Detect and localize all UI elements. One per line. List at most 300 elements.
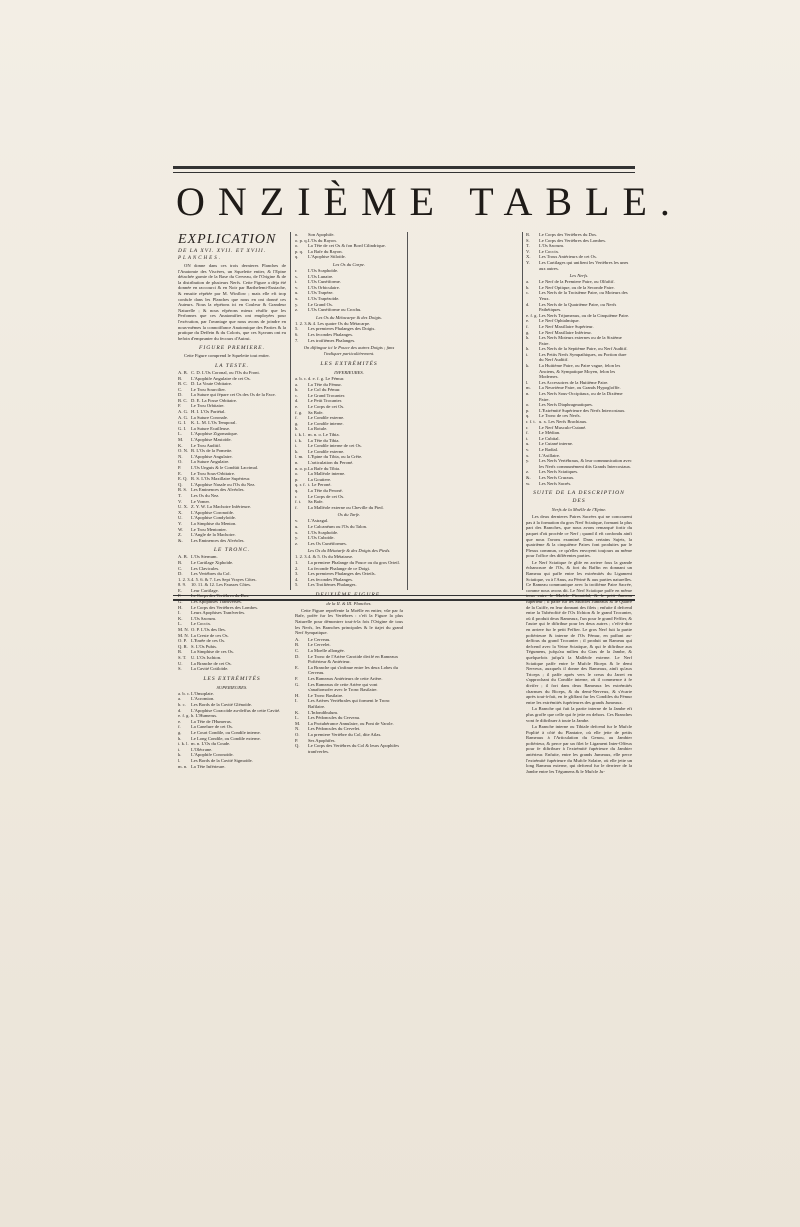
column-1 [178,232,286,769]
item-key: X. [178,509,183,515]
item-text: Le Cervelet. [308,642,331,648]
item-text: L'Os Sternum. [191,554,218,560]
item-text: L'Astragal. [308,518,329,524]
item-key: 6. [295,331,299,337]
item-key: u. [526,441,530,447]
item-text: Les Nerfs Sacrés. [539,480,572,486]
item-text: Z. Y. W. La Machoire Inférieure. [191,504,252,510]
item-key: a. [178,696,182,702]
item-key: P. [295,737,299,743]
item-text: Les Clavicules. [191,565,220,571]
item-key: 3. [295,571,299,577]
item-key: F. [295,676,299,681]
item-text: Le Tronc Basilaire. [308,692,344,698]
extremites-inf-list [295,376,403,510]
item-text: Le Calcanéum ou l'Os du Talon. [308,523,368,529]
list-item [295,682,403,693]
item-text: L'Os Scaphoïde. [308,267,339,273]
item-key: d. [178,707,182,713]
list-item [526,391,632,402]
item-text: Le Nerf de la Premiere Paire, ou Olfaftif. [539,279,615,285]
item-key: y. [526,458,530,464]
list-item [526,302,632,313]
item-key: r. [295,267,298,273]
item-key: e. [526,318,530,324]
item-text: Les Nerfs Vertébraux, & leur communication avec les Nerfs communément dits Grands Intercostaux. [539,458,632,469]
item-key: k. [178,752,182,758]
figure-2-list [295,637,403,754]
item-text: Le Trou Auditif. [191,442,221,448]
item-key: n. [526,391,530,397]
item-text: La Suture Coronale. [191,414,229,420]
list-item [295,505,403,511]
item-text: Le Nerf Musculo-Cutané. [539,424,587,430]
item-text: Le Nerf Maxillaire Inférieur. [539,329,592,335]
item-text: Sa Bafe. [308,499,324,505]
item-key: E. [178,470,182,476]
item-key: x. [295,529,299,535]
list-item [178,666,286,672]
item-text: L'Os Orbiculaire. [308,284,340,290]
item-text: Le Petit Trocanter. [308,398,343,404]
item-key: k. [295,448,299,454]
item-text: L'Apophise Coracoïde au-deffus de cette Cavité. [191,707,281,713]
nerfs-header: Les Nerfs. [569,273,589,279]
item-text: Le Corps des Vertèbres du Dos. [191,593,250,599]
item-key: m. [526,385,531,391]
column-rule [290,232,291,590]
item-text: La Tête du Fémur. [308,381,342,387]
item-key: u. [295,290,299,296]
item-text: La Simphise de ces Os. [191,649,234,655]
suite-paragraph-4: La Branche interne ou Tibiale defcend fur le Mufcle Poplité à côté du Plantaire, où elle jette de petits Rameaux à l'Articulation du Genou, au Jambier poftérieur, & perce par un filet le Ligament Inter-Offeux pour fe diftribuer à l'extrémité fupérieure du Jambier antérieur. Enfuite, entre les grands Jumeaux, elle perce l'extrémité fupérieure du Mufcle Solaire, où elle jette un long Rameau externe, qui defcend fur le derriere de la Jambe entre les Tégumens & le Mufcle Ju- [526,724,632,774]
item-key: M. [295,720,301,726]
item-key: b. [295,387,299,393]
item-text: Les fecondes Phalanges. [308,331,354,337]
item-text: Les troifièmes Phalanges. [308,337,356,343]
item-text: L'Apophise Stiloïde. [308,254,346,260]
item-text: La Bafe du Tibia. [308,465,341,471]
item-key: O. N. [178,448,189,454]
item-key: U. [178,515,183,521]
item-text: Le Médian. [539,430,561,436]
column-2 [295,232,403,754]
item-key: K. [178,442,183,448]
item-key: 4. [295,576,299,582]
column-rule [522,232,523,590]
item-text: Les Eminences des Alvéoles. [191,487,245,493]
item-key: U. [178,660,183,666]
item-text: D. E. La Fosse Orbitaire. [191,397,238,403]
carpe-header: Les Os du Carpe. [332,261,366,267]
teste-list [178,370,286,543]
item-text: L'Olécrane. [191,746,213,752]
item-key: 8. 9. [178,582,187,588]
metatarse-list [295,554,403,588]
item-text: Le Grand Trocanter. [308,392,346,398]
item-key: D. [178,392,183,398]
item-text: L'Os Scaphoïde. [308,529,339,535]
item-text: Les Cartilages qui unifient les Vertèbres les unes aux autres. [539,259,629,271]
metacarpe-list [295,321,403,343]
item-key: q. [295,487,299,493]
item-text: La Moelle allongée. [308,648,345,654]
list-item [526,458,632,469]
extremites-sup-list [178,691,286,769]
pouce-note: On diftingue ici le Pouce des autres Doigts ; fans l'indiquer particuliérement. [303,345,395,357]
item-text: La Tête Inférieure. [191,763,226,769]
item-key: f. [526,323,529,329]
item-text: Les Accessoires de la Huitième Paire. [539,379,609,385]
item-text: Le Vomer. [191,498,210,504]
item-text: La Creste de ces Os. [191,632,229,638]
item-text: Les Nerfs de la Troisième Paire, ou Moteurs des Yeux. [539,290,628,301]
column-rule [407,232,408,590]
item-text: S. L'Os Pubis. [191,643,218,649]
item-text: Les Os du Nez. [191,492,220,498]
tarse-list [295,518,403,546]
item-key: o. [526,402,530,408]
item-key: f. [526,430,529,436]
item-key: r. [526,424,529,430]
list-item [295,541,403,547]
item-text: Le Tronc de l'Artère Carotide divifé en Rameaux Poftérieur & Antérieur. [308,653,398,665]
list-item [526,260,632,271]
item-text: Les fecondes Phalanges. [308,576,354,582]
extremites-inf-sub: INFERIEURES. [334,370,364,376]
list-item [295,743,403,754]
list-item [526,335,632,346]
item-text: L'Os Unguis & le Condüit Lacrimal. [191,465,259,470]
item-text: Le Tronc de ces Nerfs. [539,413,581,419]
item-text: La Bafe du Rayon. [308,248,343,254]
item-text: L'Omoplate. [191,690,214,696]
item-text: L'Apophise Coronoïde. [191,509,234,515]
item-text: Le Cerveau. [308,636,331,642]
item-key: x. [295,295,299,301]
item-text: L'Os Cunéiforme. [308,279,341,285]
item-key: F. [178,403,182,409]
item-key: G. [295,681,300,687]
item-key: 7. [295,337,299,343]
item-text: Le Cutané interne. [539,441,574,447]
item-key: D. [178,571,183,577]
item-text: Les Eminences des Alvéoles. [191,537,245,543]
item-text: Les Bords de la Cavité Sigmoïde. [191,757,253,763]
item-key: B. [178,375,183,381]
item-key: C. [178,565,183,571]
item-text: L'Apophise Nasale ou l'Os du Nez. [191,481,256,487]
item-text: Le Grand Os. [308,301,333,307]
item-text: Les Nerfs de la Quatrième Paire, ou Nerfs Pathétiques. [539,301,617,313]
item-text: Sa Bafe. [308,409,324,415]
item-text: Le Corps de cet Os. [308,404,345,410]
item-text: Les Troifièmes Phalanges. [308,582,357,588]
item-text: Les Nerfs Sous-Occipitaux, ou de la Dixième Paire. [539,391,623,402]
item-key: i. k. [295,437,303,443]
item-text: L'Os Trapézoïde. [308,295,340,301]
item-text: L'Enrêe de ces Os. [191,638,226,644]
item-key: K. [295,709,300,715]
item-text: Le Coccix. [539,248,560,254]
list-item [295,698,403,709]
item-text: Le Corps des Vertèbres du Col & leurs Apophifes tranfverfes. [308,743,400,754]
item-text: B. L'Os de la Pomette. [191,448,233,454]
item-key: E. Q. [178,476,188,482]
item-key: b. [526,284,530,290]
item-text: L'Extrémité Supérieure des Nerfs Intercostaux. [539,407,626,413]
item-text: Les Rameaux Antérieurs de cette Artère. [308,676,383,681]
item-text: & 4. Les quatre Os du Métacarpe. [308,320,371,326]
item-key: e. f. g. [526,312,538,318]
item-key: A. [295,636,300,642]
item-text: La Goutiere. [308,476,332,482]
item-text: Le Trou Sous-Orbitaire. [191,470,236,476]
item-text: L'Apophise Condyloïde. [191,515,236,521]
item-text: Son Apophife. [308,232,335,237]
metatarse-header: Les Os du Métatarfe & des Doigts des Pieds. [307,548,391,554]
item-key: P. [178,465,182,470]
item-key: C. [178,386,183,392]
item-key: g. [526,329,530,335]
item-key: r. f. t. [526,419,536,424]
item-text: La Branche qui s'infinue entre les deux Lobes du Cerveau. [308,664,398,676]
list-item [295,665,403,676]
item-key: z. [295,307,299,313]
item-key: h. [178,735,182,741]
item-text: La Branche de cet Os. [191,660,232,666]
item-key: d. [526,301,530,307]
item-key: N. [178,453,183,459]
item-key: 5. [295,582,299,588]
item-key: t. [295,279,298,285]
item-key: e. [295,404,299,410]
item-text: Les Os Cunéiformes. [308,540,347,546]
item-text: Les Nerfs Trijumeaux, ou de la Cinquième Paire. [539,312,630,318]
list-item [178,538,286,544]
item-key: i. k. l. [178,741,189,747]
item-text: La Malléole interne. [308,471,346,477]
tarse-header: Os du Tarfe. [337,512,361,518]
item-text: Les Pédoncules du Cervelet. [308,726,361,732]
list-item [526,290,632,301]
suite-paragraph-3: La Branche qui fuit la partie interne de la Jambe eft plus groffe que celle qui fe jette en dehors. Ces Branches vont fe diftribuer à toute la Jambe. [526,706,632,723]
item-key: q. r. f. [295,482,306,488]
item-key: o. [295,471,299,477]
item-key: 1. 2. 3. [295,320,308,326]
item-text: Le Coccix. [191,621,212,627]
item-text: L'Os Trapéze. [308,290,334,296]
item-text: L'Axillaire. [539,452,561,458]
item-key: G. I. [178,425,187,431]
item-text: m. n. o. Le Tibia. [308,432,340,438]
item-key: E. [295,664,299,670]
item-text: Le Corps des Vertèbres des Lombes. [191,604,259,610]
item-text: Le Nerf Maxillaire Supérieur. [539,323,594,329]
item-text: Les premieres Phalanges des Doigts. [308,326,376,332]
item-key: &. [526,474,531,480]
figure-1-header: FIGURE PREMIERE. [198,345,265,352]
list-item [295,254,403,260]
item-text: Le Condile externe. [308,448,345,454]
item-text: Le Corps des Vertèbres des Lombes. [539,237,607,243]
item-text: Les Artères Vertébrales qui forment le Tronc Bafilaire. [308,698,390,709]
item-text: L'Apophise Mastoïde. [191,437,232,443]
item-text: La Rotule. [308,426,328,432]
item-key: N. [295,726,300,732]
item-key: d. [295,398,299,404]
item-key: L. [295,715,299,721]
item-text: L'Os Lunaire. [308,273,334,279]
item-text: Les Rameaux de cette Artère qui vont s'anaftomofer avec le Tronc Basilaire. [308,681,378,693]
item-key: Q. R. [178,643,188,649]
suite-paragraph-2: Le Nerf Sciatique fe glife en arriere fous la grande échancrure de l'Os, & fort du Baffin en donnant un Rameau qui paffe entre les extrémités du Ligament Sciatique, va à l'Anus, au Périné & aux parties naturelles. Ce Rameau communique avec la troifième Paire Sacrée, comme nous avons dit. Le Nerf Sciatique paffe en même tems entre le Mufcle Piramidal, & le petit Jumeau fupérieur ; il paffe fur les Mufcles Jumeaux & le Quarré de la Cuiffe, en leur donnant des filets ; enfuite il defcend entre la Tubérofité de l'Os Ifchion & le grand Trocanter, où il produit deux Rameaux, l'un pour le grand Feffier, & l'autre qui fe diftribue pour les deux autres ; c'eft-à-dire en arriere fur le petit Feffier. Le gros Nerf fuit la partie poftérieure & interne de l'Os Fémur, en paffant au-deffous du grand Trocanter ; il produit un Rameau qui defcend avec la Veine Sciatique, & qui fe diftribue aux Tégumens, jufqu'au milieu du Gras de la Jambe, & quelquefois jufqu'à la Malléole externe. Le Nerf Sciatique paffe entre le Mufcle Biceps & le demi Nerveux, auxquels il donne des Rameaux, ainfi qu'aux Triceps ; il paffe après vers le creux du Jarret en s'approchant du Condile interne, où il commence à fe divifer ; il fort dans deux Rameaux les extrémités charnues du Biceps, & du demi-Nerveux, & s'écarte après tout-à-fait, en fe gliffant fur les Condiles du Fémur entre les extrémités fupérieures des grands Jumeaux. [526,559,632,705]
item-key: G. [178,599,183,605]
item-key: i. [295,443,298,449]
extremites-inf-header: LES EXTRÉMITÉS [320,361,378,368]
item-key: b. c. [178,701,186,707]
item-text: O. P. L'Os des Iles. [191,627,226,633]
list-item [295,307,403,313]
item-key: c. [526,290,530,296]
item-text: L'Angle de la Machoire. [191,532,236,538]
item-key: f. [178,724,181,730]
item-text: L'Os du Rayon. [308,237,337,243]
suite-subheader: Nerfs de la Moëlle de l'Epine. [551,507,607,513]
item-key: W. [178,526,184,532]
intro-paragraph: ON donne dans ces trois dernieres Planches de l'Anatomie des Viscères, un Squelette entier, & l'Epine détachée garnie de la Base du Cerveau, de l'Origine & de la distribution de plusieurs Nerfs. Cette Figure a déja été donnée en raccourci & en Noir par Barthelemi-Eustache, & ensuite répétée par M. Winflow ; mais elle eft trop confufe dans les Planches que nous en ont donné ces Auteurs. Nous la répétons ici en Couleur & Grandeur Naturelle ; & nous efpérons mieux réuffir que les Perfonnes que ces Anatomiftes ont employées pour l'exécution, par l'avantage que nous avons de joindre en nous-mêmes la connoiffance Anatomique des Parties & la pratique du Deffein & du Coloris, que ces Sçavans ont eu befoin d'emprunter du fecours d'Autrui. [178,263,286,341]
explication-title: EXPLICATION [178,232,277,247]
item-text: Leurs Apophises Tranfverfes. [191,610,246,616]
item-key: B. C. [178,397,188,403]
tronc-header: LE TRONC. [213,547,251,554]
item-key: t. [526,435,529,441]
item-key: g. [295,420,299,426]
item-key: C. [295,648,300,654]
column-3 [526,232,632,774]
list-item [295,338,403,344]
item-key: i. [526,351,529,357]
item-key: D. [295,653,300,659]
item-text: L'Os Cunéiforme ou Crochu. [308,307,362,313]
item-key: Q. [178,481,183,487]
item-key: v. [295,284,299,290]
item-key: g. [178,729,182,735]
item-key: L. [178,621,182,627]
item-key: k. [526,363,530,369]
item-text: La Canelure de cet Os. [191,724,233,730]
item-key: X. [526,254,531,260]
item-key: S. [178,666,182,672]
item-text: La feconde Phalange de ce Doigt. [308,565,370,571]
item-key: T. [526,243,530,249]
teste-header: LA TESTE. [214,362,250,369]
item-text: Les Nerfs Moteurs externes ou de la Sixième Paire. [539,335,622,346]
item-text: La Neuvième Paire, ou Grands Hypoglofffe. [539,385,621,391]
item-key: O. [295,731,300,737]
item-text: Le Condile externe. [308,415,345,421]
item-text: La Suture Ecailleuse. [191,425,231,431]
item-key: a. b. c. [178,690,191,696]
item-key: 2. [295,565,299,571]
item-text: Leur Cartilage. [191,587,219,593]
item-text: d. e. f. g. Le Fémur. [308,376,345,382]
item-text: L'Acromion. [191,696,215,702]
item-key: x. [526,452,530,458]
extremites-sup-header: LES EXTRÉMITÉS [203,675,261,682]
item-key: c. [295,392,299,398]
item-text: La Tête de cet Os & fon Bord Cilindrique. [308,243,386,249]
metacarpe-header: Les Os du Métacarpe & des Doigts. [316,314,382,320]
item-key: p. [295,476,299,482]
item-key: u. [295,523,299,529]
item-text: Le Court Condile, ou Condile interne. [191,729,261,735]
item-text: C. D. L'Os Coronal, ou l'Os du Front. [191,369,260,375]
list-item [526,481,632,487]
item-key: l. [526,379,529,385]
item-text: Les Vertèbres du Col. [191,571,231,577]
item-text: L'articulation du Peroné. [308,460,354,465]
tronc-list [178,554,286,671]
item-key: B. [178,559,183,565]
item-key: F. [178,593,182,599]
page-title: ONZIÈME TABLE. [176,179,683,224]
item-key: 1. 2. 3. [178,576,191,582]
item-key: h. [526,335,530,341]
item-key: 1. 2. 3. [295,554,308,560]
item-key: f. t. [295,499,302,505]
item-key: O. [178,459,183,465]
item-text: Le Condile interne de cet Os. [308,443,362,449]
item-key: G. I. [178,420,187,426]
item-text: Le Condile interne. [308,420,344,426]
item-key: v. [526,446,530,452]
item-key: &. [178,537,183,543]
item-text: La Malléole externe ou Cheville du Pied. [308,504,384,510]
item-text: 4. & 5. Os du Métatarse. [308,554,354,560]
item-key: p. q. [295,248,304,254]
item-text: Le Col du Fémur. [308,387,341,393]
planches-label: PLANCHES. [178,256,222,261]
item-key: Y. [178,520,182,526]
vertebres-list [526,232,632,271]
item-key: A. G. [178,409,189,415]
item-text: 4. 5. 6. & 7. Les Sept Vrayes Côtes. [191,576,257,582]
item-text: Le Cartilage Xiphoïde. [191,559,234,565]
item-key: V. [526,248,530,254]
item-key: s. [295,273,298,279]
item-key: B. C. [178,381,188,387]
item-text: Le Corps des Vertèbres du Dos. [539,232,598,237]
item-text: h. L'Humerus. [191,713,218,719]
item-key: n. o. p. [295,465,308,471]
item-text: Le Trou Sourcilier. [191,386,226,392]
item-text: La Suture Angulaire. [191,459,230,465]
item-key: i. [178,746,181,752]
item-key: h. [526,346,530,352]
item-key: w. [526,480,531,486]
explication-subtitle: DE LA XVI. XVII. ET XVIII. [178,248,267,254]
item-key: 1. [295,559,299,565]
extremites-sup-sub: SUPERIEURES. [216,684,248,690]
list-item [178,764,286,770]
item-key: I. [295,698,298,704]
item-key: z. [295,540,299,546]
item-key: R. [526,232,531,237]
item-text: Les Trous Antérieurs de cet Os. [539,254,597,260]
item-key: I. [178,610,181,616]
item-key: V. [178,498,182,504]
